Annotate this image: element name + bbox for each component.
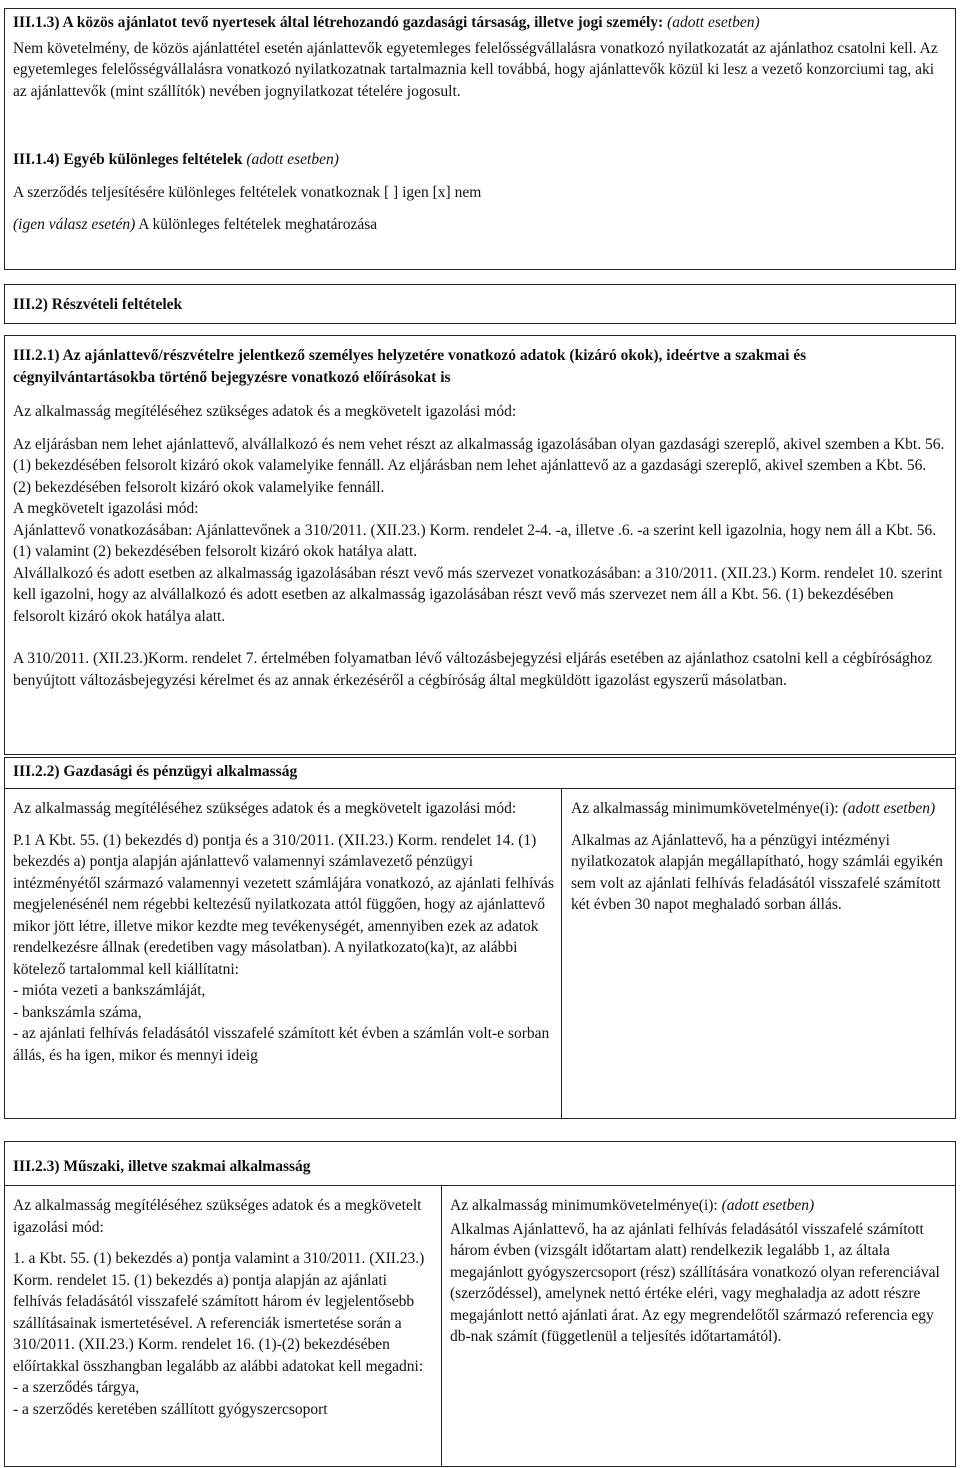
column-divider [561,788,562,1118]
minimum-requirements-qualifier: (adott esetben) [717,1197,815,1214]
section-iii-1-3 [13,12,947,102]
heading-iii-2-2: III.2.2) Gazdasági és pénzügyi alkalmasság [13,763,298,780]
section-box-iii-2 [4,284,956,324]
required-data-label: Az alkalmasság megítéléséhez szükséges adatok és a megkövetelt igazolási mód: [13,800,517,817]
section-iii-1-4 [13,149,947,236]
iii-2-3-left-column [13,1195,435,1420]
financial-minimum-text: Alkalmas az Ajánlattevő, ha a pénzügyi intézményi nyilatkozatok alapján megállapítható, hogy számlái egyikén sem volt az ajánlati felhívás feladásától visszafelé számított két évben 30 napot meghaladó sorban állás. [571,831,943,913]
para-iii-1-3: Nem követelmény, de közös ajánlattétel esetén ajánlattevők egyetemleges felelősségvállalásra vonatkozó nyilatkozatát az ajánlathoz csatolni kell. Az egyetemleges felelősségvállalásra vonatkozó nyilatkozatnak tartalmaznia kell továbbá, hogy ajánlattevők közül ki lesz a vezető konzorciumi tag, aki az ajánlattevők (mint szállítók) nevében jognyilatkozat tételére jogosult. [13,39,938,100]
technical-minimum-text: Alkalmas Ajánlattevő, ha az ajánlati felhívás feladásától visszafelé számított három évben (vizsgált időtartam alatt) rendelkezik legalább 1, az általa megajánlott gyógyszercsoport (rész) szállítására vonatkozó olyan referenciával (szerződéssel), amelynek nettó értéke eléri, vagy meghaladja az adott részre megajánlott nettó ajánlati árat. Az egy megrendelőtől származó referencia egy db-nak számít (függetlenül a teljesítés időtartamától). [450,1220,940,1345]
list-item: - mióta vezeti a bankszámláját, [13,982,206,999]
special-conditions-def [13,214,947,236]
heading-iii-2: III.2) Részvételi feltételek [13,296,183,313]
iii-2-3-right-column [450,1195,948,1348]
tenderer-verification-text: Ajánlattevő vonatkozásában: Ajánlattevőnek a 310/2011. (XII.23.) Korm. rendelet 2-4. -a, illetve .6. -a szerint kell igazolnia, hogy nem áll a Kbt. 56. (1) valamint (2) bekezdésében felsorolt kizáró okok hatálya alatt. [13,521,937,560]
heading-iii-1-4-qualifier: (adott esetben) [242,151,339,168]
column-divider [441,1185,442,1466]
special-conditions-def-text: A különleges feltételek meghatározása [135,216,378,233]
special-conditions-def-qualifier: (igen válasz esetén) [13,216,136,233]
iii-2-2-right-column [571,798,951,916]
special-conditions-line: A szerződés teljesítésére különleges feltételek vonatkoznak [ ] igen [x] nem [13,183,482,201]
minimum-requirements-qualifier: (adott esetben) [838,800,936,817]
minimum-requirements-label [571,798,951,820]
section-box-iii-2-1 [4,335,956,755]
heading-iii-1-3-qualifier: (adott esetben) [663,14,760,31]
list-item: - az ajánlati felhívás feladásától visszafelé számított két évben a számlán volt-e sorban állás, és ha igen, mikor és mennyi ideig [13,1025,550,1064]
minimum-requirements-label [450,1195,948,1217]
exclusion-text: Az eljárásban nem lehet ajánlattevő, alvállalkozó és nem vehet részt az alkalmasság igazolásában olyan gazdasági szereplő, akivel szemben a Kbt. 56. (1) bekezdésében felsorolt kizáró okok valamelyike fennáll. Az eljárásban nem lehet ajánlattevő az a gazdasági szereplő, akivel szemben a Kbt. 56. (2) bekezdésében felsorolt kizáró okok valamelyike fennáll. [13,435,945,496]
heading-iii-1-4 [13,149,947,171]
section-divider [5,788,955,789]
heading-iii-1-3-title: III.1.3) A közös ajánlatot tevő nyertesek által létrehozandó gazdasági társaság, illetve jogi személy: [13,14,664,31]
subcontractor-verification-text: Alvállalkozó és adott esetben az alkalmasság igazolásában részt vevő más szervezet vonatkozásában: a 310/2011. (XII.23.) Korm. rendelet 10. szerint kell igazolni, hogy az alvállalkozó és adott esetben az alkalmasság igazolásában részt vevő más szervezet nem áll a Kbt. 56. (1) bekezdésében felsorolt kizáró okok hatálya alatt. [13,564,943,625]
verification-label: A megkövetelt igazolási mód: [13,500,199,517]
section-box-iii-1-3 [4,8,956,270]
list-item: - a szerződés keretében szállított gyógyszercsoport [13,1400,328,1418]
required-data-label: Az alkalmasság megítéléséhez szükséges adatok és a megkövetelt igazolási mód: [13,1197,422,1236]
minimum-requirements-title: Az alkalmasság minimumkövetelménye(i): [571,800,839,817]
minimum-requirements-title: Az alkalmasság minimumkövetelménye(i): [450,1197,718,1214]
iii-2-2-left-column [13,798,555,1066]
list-item: - a szerződés tárgya, [13,1379,140,1396]
heading-iii-1-4-title: III.1.4) Egyéb különleges feltételek [13,151,243,168]
required-data-label: Az alkalmasság megítéléséhez szükséges adatok és a megkövetelt igazolási mód: [13,403,517,420]
heading-iii-2-3: III.2.3) Műszaki, illetve szakmai alkalmasság [13,1158,311,1175]
list-item: - bankszámla száma, [13,1003,142,1021]
heading-iii-1-3 [13,12,947,34]
section-divider [5,1185,955,1186]
financial-requirements-text: P.1 A Kbt. 55. (1) bekezdés d) pontja és a 310/2011. (XII.23.) Korm. rendelet 14. (1) bekezdés a) pontja alapján ajánlattevő valamennyi számlavezető pénzügyi intézményétől származó valamennyi vezetett számlájára vonatkozó, az ajánlati felhívás megjelenésénél nem régebbi keltezésű nyilatkozata attól függően, hogy az ajánlattevő mikor jött létre, illetve mikor kezdte meg tevékenységét, amennyiben ezek az adatok rendelkezésre állnak (eredetiben vagy másolatban). A nyilatkozato(ka)t, az alábbi kötelező tartalommal kell kiállítatni: [13,831,554,978]
section-box-iii-2-3 [4,1141,956,1467]
technical-requirements-text: 1. a Kbt. 55. (1) bekezdés a) pontja valamint a 310/2011. (XII.23.) Korm. rendelet 15. (1) bekezdés a) pontja alapján az ajánlati felhívás feladásától visszafelé számított három év legjelentősebb szállításainak ismertetésével. A referenciák ismertetése során a 310/2011. (XII.23.) Korm. rendelet 16. (1)-(2) bekezdésében előírtakkal összhangban legalább az alábbi adatokat kell megadni: [13,1250,425,1375]
section-box-iii-2-2 [4,757,956,1119]
heading-iii-2-1: III.2.1) Az ajánlattevő/részvételre jelentkező személyes helyzetére vonatkozó adatok (kizáró okok), ideértve a szakmai és cégnyilvántartásokba történő bejegyzésre vonatkozó előírásokat is [13,347,807,386]
change-registration-text: A 310/2011. (XII.23.)Korm. rendelet 7. értelmében folyamatban lévő változásbejegyzési eljárás esetében az ajánlathoz csatolni kell a cégbírósághoz benyújtott változásbejegyzési kérelmet és az annak érkezéséről a cégbíróság által megküldött igazolást egyszerű másolatban. [13,650,933,689]
